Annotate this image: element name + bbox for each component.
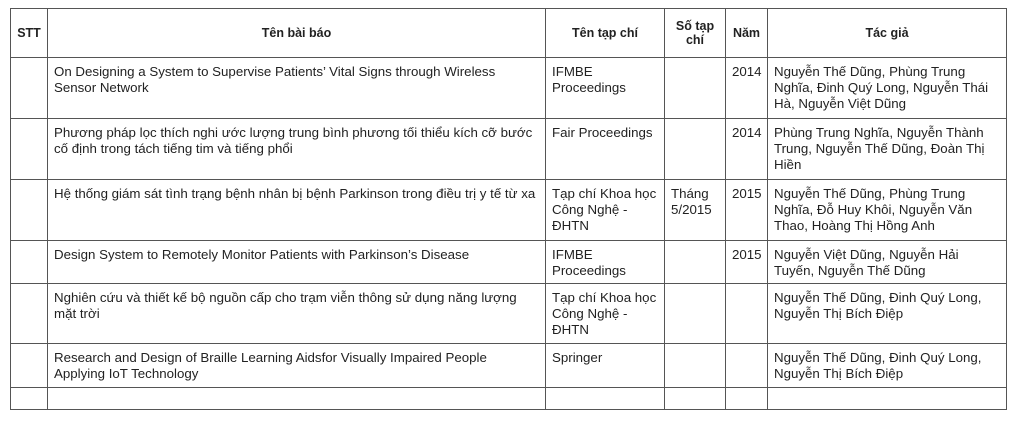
cell-journal: IFMBE Proceedings xyxy=(546,58,665,119)
header-year: Năm xyxy=(726,9,768,58)
cell-title: Research and Design of Braille Learning Aidsfor Visually Impaired People Applying IoT Technology xyxy=(48,344,546,388)
cell-journal: Springer xyxy=(546,344,665,388)
cell-stt xyxy=(11,119,48,180)
cell-issue xyxy=(665,119,726,180)
cell-authors: Nguyễn Thế Dũng, Phùng Trung Nghĩa, Đinh Quý Long, Nguyễn Thái Hà, Nguyễn Việt Dũng xyxy=(768,58,1007,119)
cell-issue: Tháng 5/2015 xyxy=(665,180,726,241)
cell-journal: Fair Proceedings xyxy=(546,119,665,180)
cell-stt xyxy=(11,388,48,410)
table-header-row xyxy=(11,9,1007,58)
cell-authors: Nguyễn Thế Dũng, Phùng Trung Nghĩa, Đỗ Huy Khôi, Nguyễn Văn Thao, Hoàng Thị Hồng Anh xyxy=(768,180,1007,241)
cell-stt xyxy=(11,284,48,344)
table-row xyxy=(11,241,1007,284)
cell-authors: Nguyễn Thế Dũng, Đinh Quý Long, Nguyễn Thị Bích Điệp xyxy=(768,344,1007,388)
cell-year xyxy=(726,344,768,388)
cell-year xyxy=(726,284,768,344)
cell-year: 2015 xyxy=(726,241,768,284)
cell-issue xyxy=(665,284,726,344)
cell-title: Design System to Remotely Monitor Patients with Parkinson’s Disease xyxy=(48,241,546,284)
publications-table xyxy=(10,8,1007,410)
table-row xyxy=(11,284,1007,344)
cell-title: Nghiên cứu và thiết kế bộ nguồn cấp cho trạm viễn thông sử dụng năng lượng mặt trời xyxy=(48,284,546,344)
cell-title: Phương pháp lọc thích nghi ước lượng trung bình phương tối thiểu kích cỡ bước cố định trong tách tiếng tim và tiếng phổi xyxy=(48,119,546,180)
table-row xyxy=(11,180,1007,241)
cell-issue xyxy=(665,58,726,119)
header-stt: STT xyxy=(11,9,48,58)
table-row xyxy=(11,58,1007,119)
cell-stt xyxy=(11,241,48,284)
cell-journal: Tạp chí Khoa học Công Nghệ - ĐHTN xyxy=(546,284,665,344)
cell-issue xyxy=(665,344,726,388)
cell-journal: IFMBE Proceedings xyxy=(546,241,665,284)
cell-issue xyxy=(665,388,726,410)
header-title: Tên bài báo xyxy=(48,9,546,58)
cell-title xyxy=(48,388,546,410)
cell-authors xyxy=(768,388,1007,410)
cell-stt xyxy=(11,344,48,388)
cell-title: Hệ thống giám sát tình trạng bệnh nhân bị bệnh Parkinson trong điều trị y tế từ xa xyxy=(48,180,546,241)
cell-year xyxy=(726,388,768,410)
cell-authors: Nguyễn Thế Dũng, Đinh Quý Long, Nguyễn Thị Bích Điệp xyxy=(768,284,1007,344)
cell-issue xyxy=(665,241,726,284)
table-row xyxy=(11,344,1007,388)
cell-year: 2014 xyxy=(726,119,768,180)
header-issue: Số tạp chí xyxy=(665,9,726,58)
cell-journal xyxy=(546,388,665,410)
cell-year: 2015 xyxy=(726,180,768,241)
cell-title: On Designing a System to Supervise Patients’ Vital Signs through Wireless Sensor Network xyxy=(48,58,546,119)
header-journal: Tên tạp chí xyxy=(546,9,665,58)
cell-journal: Tạp chí Khoa học Công Nghệ - ĐHTN xyxy=(546,180,665,241)
cell-stt xyxy=(11,58,48,119)
cell-year: 2014 xyxy=(726,58,768,119)
cell-authors: Nguyễn Việt Dũng, Nguyễn Hải Tuyến, Nguyễn Thế Dũng xyxy=(768,241,1007,284)
cell-authors: Phùng Trung Nghĩa, Nguyễn Thành Trung, Nguyễn Thế Dũng, Đoàn Thị Hiền xyxy=(768,119,1007,180)
table-row xyxy=(11,119,1007,180)
header-authors: Tác giả xyxy=(768,9,1007,58)
table-row xyxy=(11,388,1007,410)
cell-stt xyxy=(11,180,48,241)
